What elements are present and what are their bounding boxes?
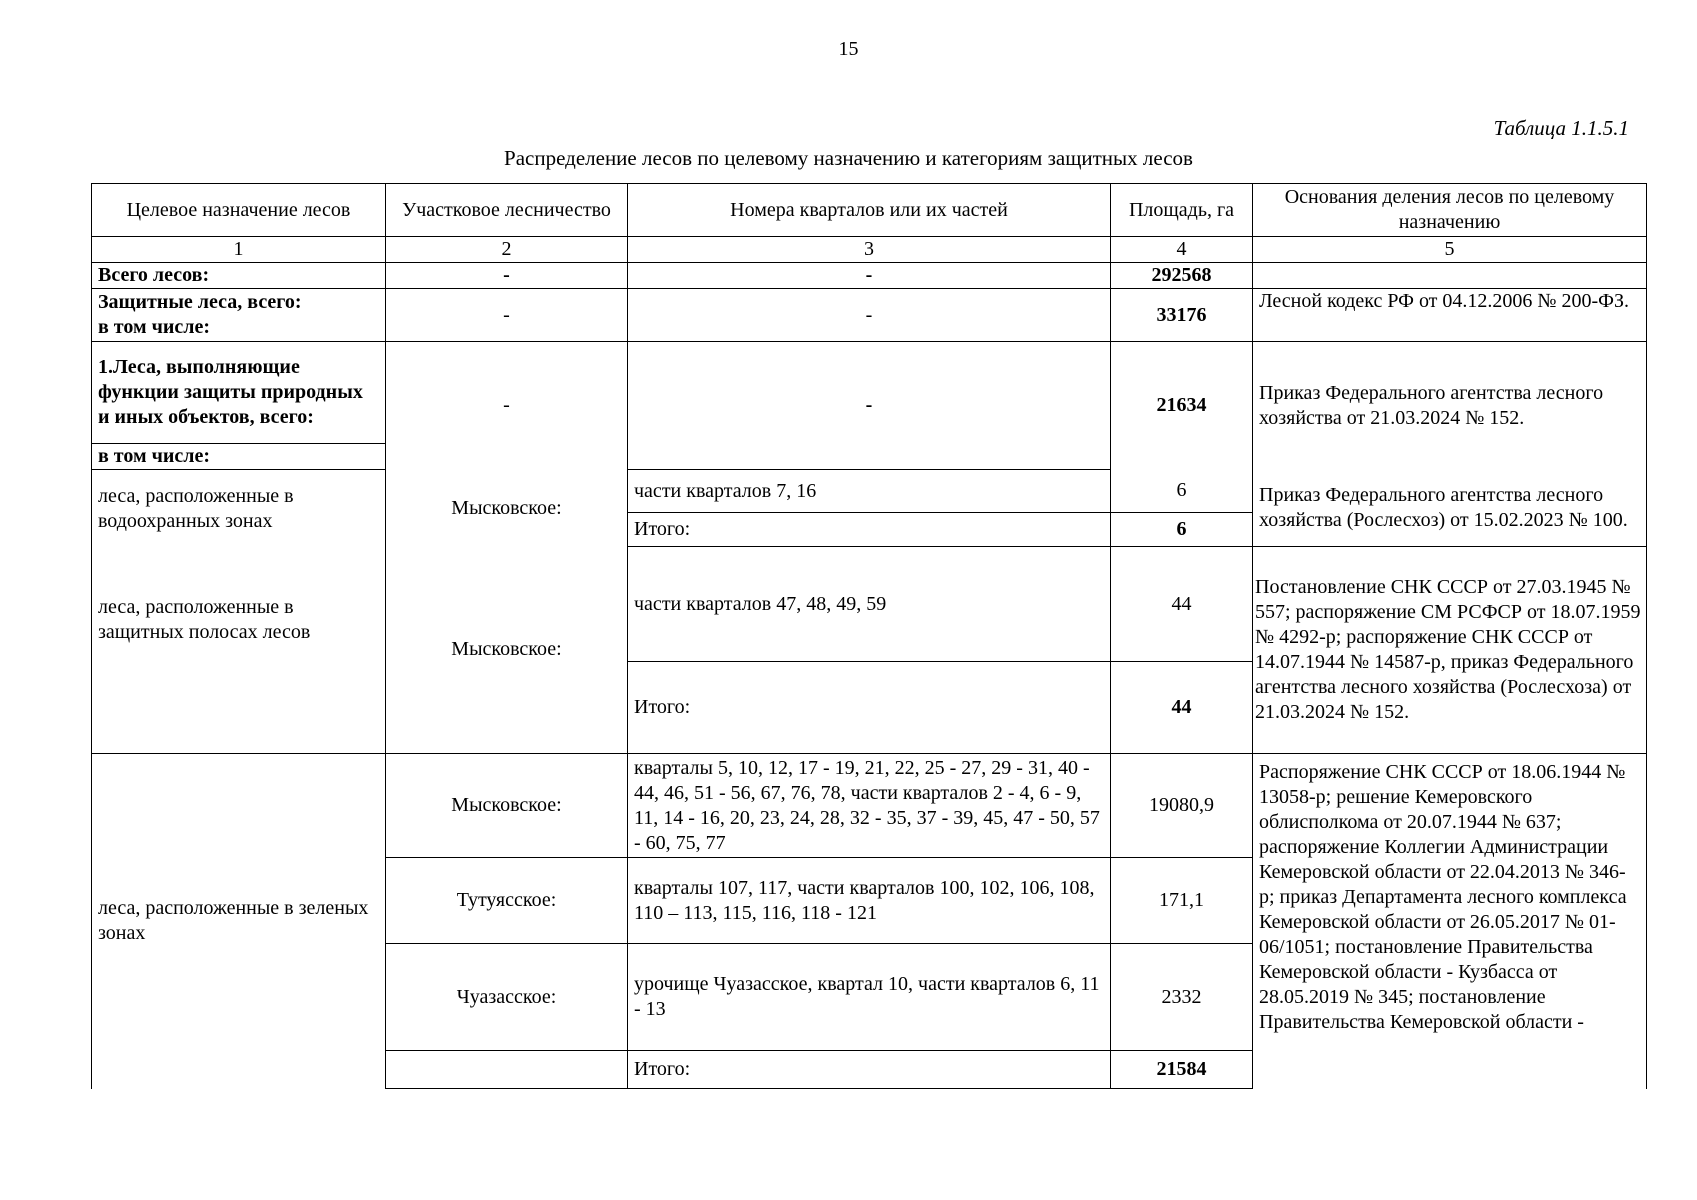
total-area: 44 (1111, 662, 1253, 754)
table-row (92, 754, 1647, 858)
table-caption: Распределение лесов по целевому назначению и категориям защитных лесов (504, 146, 1193, 170)
table-row (92, 263, 1647, 289)
quarters-cell: кварталы 5, 10, 12, 17 - 19, 21, 22, 25 - 27, 29 - 31, 40 - 44, 46, 51 - 56, 67, 76, 78, части кварталов 2 - 4, 6 - 9, 11, 14 - 16, 20, 23, 24, 28, 32 - 35, 37 - 39, 45, 47 - 50, 57 - 60, 75, 77 (628, 754, 1111, 858)
forestry-cell: - (386, 342, 628, 470)
quarters-cell: части кварталов 7, 16 (628, 470, 1111, 513)
table-row (92, 470, 1647, 513)
category-name: леса, расположенные в водоохранных зонах (98, 485, 294, 532)
header-cell: Основания деления лесов по целевому назначению (1253, 184, 1647, 237)
total-label: Итого: (628, 1051, 1111, 1089)
column-number: 5 (1253, 237, 1647, 263)
quarters-cell: - (628, 342, 1111, 470)
header-cell: Площадь, га (1111, 184, 1253, 237)
forest-distribution-table (91, 183, 1647, 1089)
category-cell: 1.Леса, выполняющие функции защиты природных и иных объектов, всего: (92, 342, 386, 444)
basis-cell: Распоряжение СНК СССР от 18.06.1944 № 13058-р; решение Кемеровского облисполкома от 20.07.1944 № 637; распоряжение Коллегии Администрации Кемеровской области от 22.04.2013 № 346-р; приказ Департамента лесного комплекса Кемеровской области от 26.05.2017 № 01-06/1051; постановление Правительства Кемеровской области - Кузбасса от 28.05.2019 № 345; постановление Правительства Кемеровской области - (1253, 754, 1647, 1089)
header-cell: Целевое назначение лесов (92, 184, 386, 237)
quarters-cell: - (628, 263, 1111, 289)
area-cell: 6 (1111, 470, 1253, 513)
quarters-cell: - (628, 289, 1111, 342)
forestry-cell: - (386, 263, 628, 289)
column-number: 2 (386, 237, 628, 263)
quarters-cell: кварталы 107, 117, части кварталов 100, 102, 106, 108, 110 – 113, 115, 116, 118 - 121 (628, 858, 1111, 944)
total-area: 6 (1111, 513, 1253, 547)
forestry-cell: Тутуясское: (386, 858, 628, 944)
area-cell: 44 (1111, 547, 1253, 662)
area-cell: 292568 (1111, 263, 1253, 289)
category-cell (92, 470, 386, 754)
total-label: Итого: (628, 662, 1111, 754)
category-cell: леса, расположенные в зеленых зонах (92, 754, 386, 1089)
forestry-cell: Мысковское: (386, 547, 628, 754)
category-cell: Всего лесов: (92, 263, 386, 289)
table-row (92, 342, 1647, 444)
quarters-cell: части кварталов 47, 48, 49, 59 (628, 547, 1111, 662)
basis-cell: Лесной кодекс РФ от 04.12.2006 № 200-ФЗ. (1253, 289, 1647, 342)
forestry-cell (386, 1051, 628, 1089)
area-cell: 21634 (1111, 342, 1253, 470)
area-cell: 33176 (1111, 289, 1253, 342)
basis-cell: Приказ Федерального агентства лесного хозяйства (Рослесхоз) от 15.02.2023 № 100. (1253, 470, 1647, 547)
table-label: Таблица 1.1.5.1 (1493, 116, 1629, 140)
category-cell (92, 289, 386, 342)
table-row (92, 289, 1647, 342)
category-subtitle: в том числе: (92, 444, 386, 470)
basis-cell (1253, 263, 1647, 289)
header-cell: Номера кварталов или их частей (628, 184, 1111, 237)
area-cell: 2332 (1111, 944, 1253, 1051)
forestry-cell: Мысковское: (386, 470, 628, 547)
category-name: леса, расположенные в защитных полосах лесов (98, 596, 311, 643)
total-label: Итого: (628, 513, 1111, 547)
table-header-row (92, 184, 1647, 237)
forestry-cell: Мысковское: (386, 754, 628, 858)
basis-cell: Постановление СНК СССР от 27.03.1945 № 557; распоряжение СМ РСФСР от 18.07.1959 № 4292-р; распоряжение СНК СССР от 14.07.1944 № 14587-р, приказ Федерального агентства лесного хозяйства (Рослесхоза) от 21.03.2024 № 152. (1253, 547, 1647, 754)
area-cell: 171,1 (1111, 858, 1253, 944)
column-number: 4 (1111, 237, 1253, 263)
quarters-cell: урочище Чуазасское, квартал 10, части кварталов 6, 11 - 13 (628, 944, 1111, 1051)
category-subtitle: в том числе: (98, 316, 211, 338)
basis-cell: Приказ Федерального агентства лесного хозяйства от 21.03.2024 № 152. (1253, 342, 1647, 470)
header-cell: Участковое лесничество (386, 184, 628, 237)
total-area: 21584 (1111, 1051, 1253, 1089)
area-cell: 19080,9 (1111, 754, 1253, 858)
page-number: 15 (838, 38, 859, 60)
category-name: Защитные леса, всего: (98, 291, 302, 313)
forestry-cell: - (386, 289, 628, 342)
column-number-row (92, 237, 1647, 263)
forestry-cell: Чуазасское: (386, 944, 628, 1051)
column-number: 3 (628, 237, 1111, 263)
column-number: 1 (92, 237, 386, 263)
